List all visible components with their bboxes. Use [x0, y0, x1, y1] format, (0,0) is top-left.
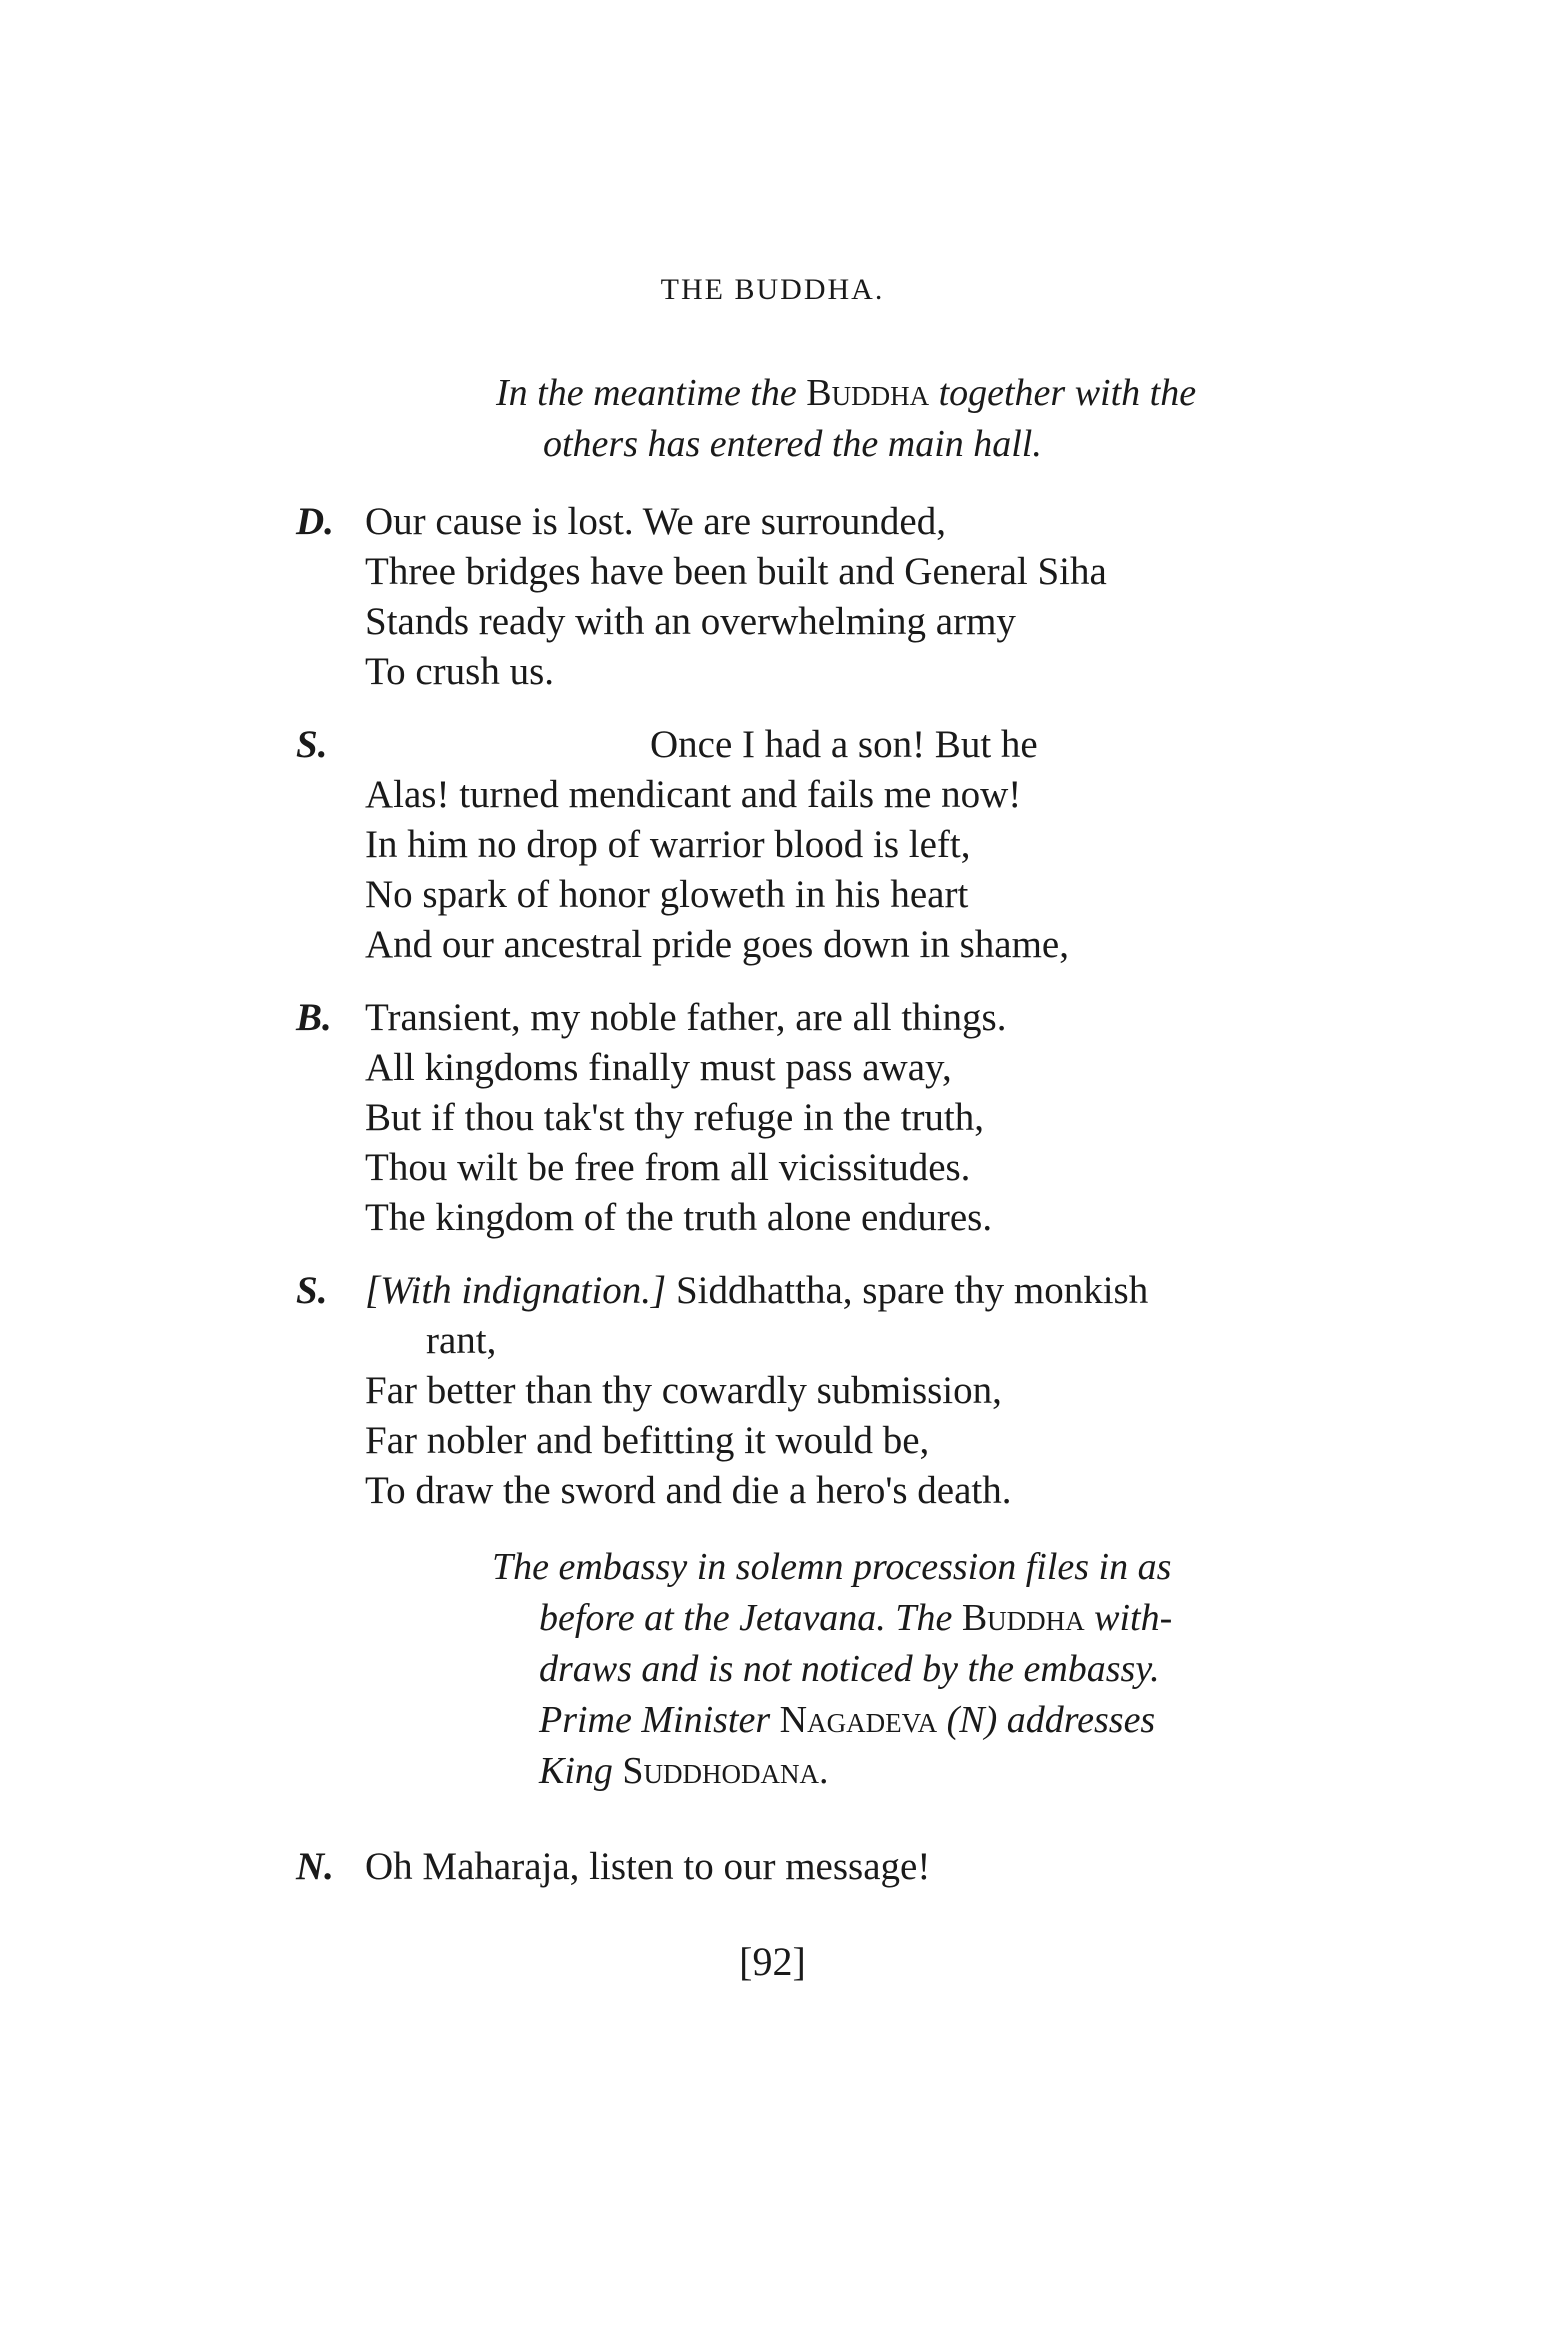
verse-line: Far nobler and befitting it would be,	[365, 1419, 930, 1462]
verse-line: All kingdoms finally must pass away,	[365, 1046, 952, 1089]
direction-text: Prime Minister	[539, 1699, 771, 1741]
direction-text: addresses	[1006, 1699, 1156, 1741]
verse-line: Far better than thy cowardly submission,	[365, 1369, 1002, 1412]
verse-line: Oh Maharaja, listen to our message!	[365, 1845, 931, 1888]
page-number: [92]	[739, 1939, 806, 1984]
inline-stage-direction: [With indignation.]	[365, 1269, 667, 1312]
verse-line: But if thou tak'st thy refuge in the truth,	[365, 1096, 985, 1139]
speaker-label: D.	[296, 500, 334, 543]
verse-line: Three bridges have been built and General Siha	[365, 550, 1107, 593]
verse-line: Stands ready with an overwhelming army	[365, 600, 1016, 643]
verse-text: Siddhattha, spare thy monkish	[675, 1269, 1149, 1312]
verse-line: Once I had a son! But he	[650, 723, 1038, 766]
verse-line-with-direction	[365, 1266, 1148, 1316]
stage-direction-entrance	[496, 368, 1196, 470]
running-header: THE BUDDHA.	[660, 273, 885, 306]
direction-text: In the meantime the	[496, 372, 797, 414]
verse-line: To crush us.	[365, 650, 555, 693]
direction-text: King	[539, 1750, 613, 1792]
speaker-label-n: N.	[296, 1845, 334, 1888]
verse-line: Alas! turned mendicant and fails me now!	[365, 773, 1022, 816]
speaker-label: S.	[296, 1269, 328, 1312]
direction-text: before at the Jetavana. The	[539, 1597, 953, 1639]
verse-line: To draw the sword and die a hero's death.	[365, 1469, 1012, 1512]
speaker-abbrev: (N)	[946, 1699, 998, 1741]
direction-text: together with the	[938, 372, 1197, 414]
verse-line: Transient, my noble father, are all things.	[365, 996, 1007, 1039]
verse-line: Our cause is lost. We are surrounded,	[365, 500, 946, 543]
character-name-nagadeva: Nagadeva	[779, 1699, 938, 1741]
verse-line: Thou wilt be free from all vicissitudes.	[365, 1146, 971, 1189]
stage-direction-embassy	[492, 1542, 1172, 1797]
character-name-buddha: Buddha	[961, 1597, 1085, 1639]
direction-text: draws and is not noticed by the embassy.	[539, 1648, 1160, 1690]
direction-text: others has entered the main hall.	[543, 423, 1042, 465]
verse-line-continuation: rant,	[426, 1319, 497, 1362]
verse-line: The kingdom of the truth alone endures.	[365, 1196, 993, 1239]
character-name-buddha: Buddha	[806, 372, 930, 414]
character-name-suddhodana: Suddhodana.	[622, 1750, 829, 1792]
speaker-label: S.	[296, 723, 328, 766]
direction-text: The embassy in solemn procession files in as	[492, 1546, 1172, 1588]
speaker-label: B.	[296, 996, 332, 1039]
verse-line: No spark of honor gloweth in his heart	[365, 873, 969, 916]
direction-text: with-	[1094, 1597, 1173, 1639]
verse-line: In him no drop of warrior blood is left,	[365, 823, 971, 866]
verse-line: And our ancestral pride goes down in shame,	[365, 923, 1069, 966]
